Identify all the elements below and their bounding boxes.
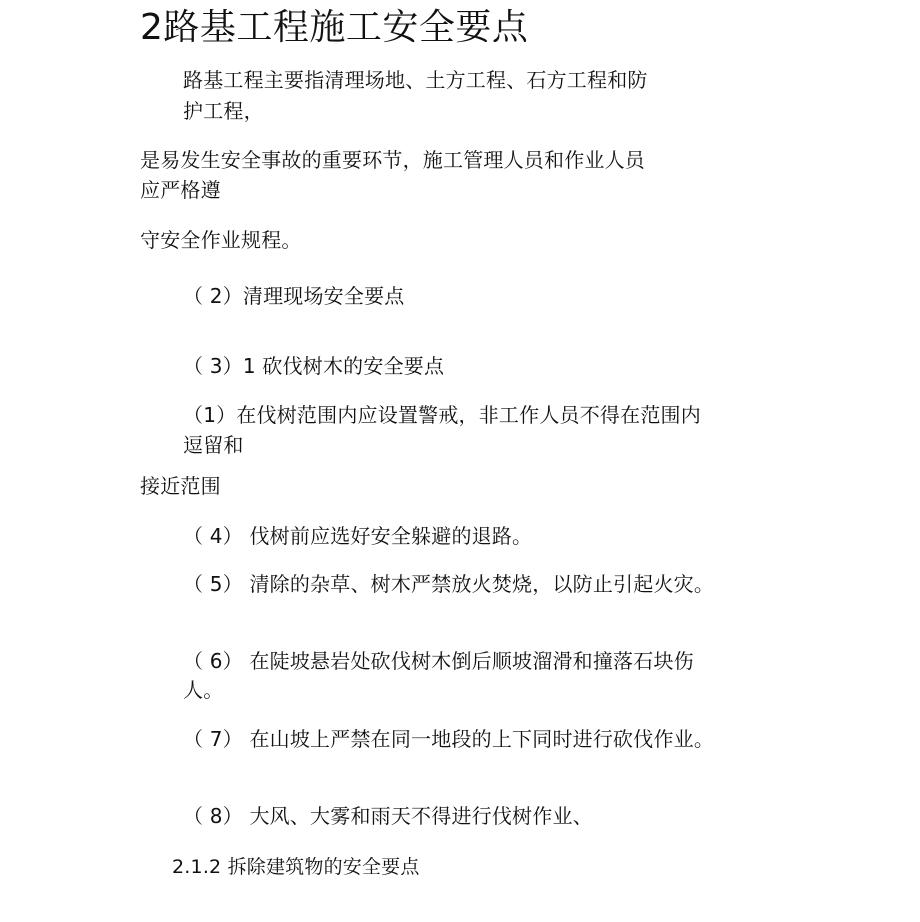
intro-line-3: 是易发生安全事故的重要环节，施工管理人员和作业人员 bbox=[140, 148, 645, 172]
list-item-7: （ 7） 在山坡上严禁在同一地段的上下同时进行砍伐作业。 bbox=[183, 727, 715, 751]
list-item-6-line-2: 人。 bbox=[183, 678, 224, 702]
intro-line-1: 路基工程主要指清理场地、土方工程、石方工程和防 bbox=[183, 68, 648, 92]
list-item-4: （ 4） 伐树前应选好安全躲避的退路。 bbox=[183, 524, 533, 548]
list-item-1-line-2: 逗留和 bbox=[183, 433, 244, 457]
list-item-3: （ 3）1 砍伐树木的安全要点 bbox=[183, 354, 445, 378]
intro-line-5: 守安全作业规程。 bbox=[140, 228, 302, 252]
list-item-1-line-1: （1）在伐树范围内应设置警戒，非工作人员不得在范围内 bbox=[183, 403, 701, 427]
intro-line-4: 应严格遵 bbox=[140, 178, 221, 202]
list-item-8: （ 8） 大风、大雾和雨天不得进行伐树作业、 bbox=[183, 804, 593, 828]
intro-line-2: 护工程， bbox=[183, 99, 264, 123]
list-item-2: （ 2）清理现场安全要点 bbox=[183, 284, 405, 308]
list-item-5: （ 5） 清除的杂草、树木严禁放火焚烧，以防止引起火灾。 bbox=[183, 572, 715, 596]
section-heading: 2.1.2 拆除建筑物的安全要点 bbox=[172, 856, 420, 878]
list-item-1-line-3: 接近范围 bbox=[140, 474, 221, 498]
list-item-6-line-1: （ 6） 在陡坡悬岩处砍伐树木倒后顺坡溜滑和撞落石块伤 bbox=[183, 649, 694, 673]
page-title: 2路基工程施工安全要点 bbox=[140, 7, 529, 48]
